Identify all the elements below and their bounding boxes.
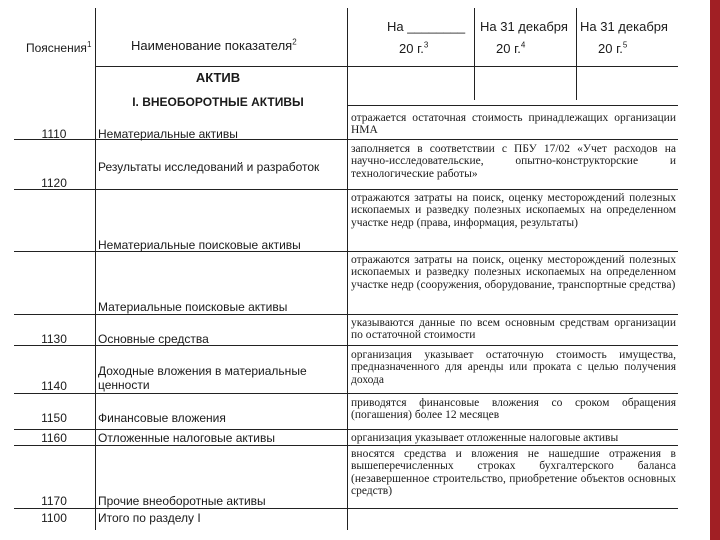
header-date3-line2: 20 г.$^5$ [598,40,628,56]
row-code: 1140 [41,379,67,393]
row-note: указываются данные по всем основным средствам организации по остаточной стоимости [351,317,676,342]
row-rule [14,314,347,315]
column-divider [95,8,96,530]
row-code: 1100 [41,511,67,525]
column-divider [474,8,475,100]
row-code: 1110 [41,127,67,141]
row-rule [347,429,678,430]
row-code: 1130 [41,332,67,346]
row-rule [347,105,678,106]
row-rule [347,139,678,140]
header-date1-line1: На ________ [387,19,466,34]
row-rule [347,393,678,394]
row-name: Результаты исследований и разработок [98,160,320,174]
row-name: Итого по разделу I [98,511,201,525]
row-note: заполняется в соответствии с ПБУ 17/02 «Учет расходов на научно-исследовательские, опытно-конструкторские и технологические работы» [351,143,676,180]
row-name: Финансовые вложения [98,411,226,425]
row-rule [347,508,678,509]
row-note: организация указывает отложенные налоговые активы [351,432,619,444]
row-name: Нематериальные активы [98,127,238,141]
header-date2-line2: 20 г.$^4$ [496,40,526,56]
row-rule [347,345,678,346]
header-date3-line1: На 31 декабря [580,19,668,34]
row-note: отражаются затраты на поиск, оценку месторождений полезных ископаемых и разведку полезных ископаемых на определенном участке недр (сооружения, оборудование, транспортные средства) [351,254,676,291]
row-note: отражается остаточная стоимость принадлежащих организации НМА [351,112,676,137]
header-explanations: Пояснения$^1$ [26,40,92,55]
row-rule [347,445,678,446]
column-divider [347,8,348,530]
row-rule [14,393,347,394]
row-name: Основные средства [98,332,209,346]
row-note: организация указывает остаточную стоимость имущества, предназначенного для аренды или проката с целью получения дохода [351,349,676,386]
row-rule [14,445,347,446]
header-date2-line1: На 31 декабря [480,19,568,34]
header-indicator-name: Наименование показателя$^2$ [131,37,297,53]
row-note: приводятся финансовые вложения со сроком обращения (погашения) более 12 месяцев [351,397,676,422]
row-rule [347,314,678,315]
row-rule [347,251,678,252]
row-code: 1170 [41,494,67,508]
row-note: вносятся средства и вложения не нашедшие отражения в вышеперечисленных строках бухгалтерского баланса (незавершенное строительство, приобретение объектов основных средств) [351,448,676,497]
row-note: отражаются затраты на поиск, оценку месторождений полезных ископаемых и разведку полезных ископаемых на определенном участке недр (права, информация, результаты) [351,192,676,229]
balance-sheet-table [14,8,678,530]
header-rule [95,66,678,67]
row-code: 1120 [41,176,67,190]
row-rule [14,429,347,430]
row-name: Материальные поисковые активы [98,300,288,314]
column-divider [576,8,577,100]
row-rule [14,508,347,509]
row-name: Отложенные налоговые активы [98,431,275,445]
row-code: 1150 [41,411,67,425]
section-subtitle: I. ВНЕОБОРОТНЫЕ АКТИВЫ [132,95,304,109]
row-name: Прочие внеоборотные активы [98,494,266,508]
slide-accent-bar [710,0,720,540]
row-name: Нематериальные поисковые активы [98,238,301,252]
row-rule [347,189,678,190]
row-name: Доходные вложения в материальные ценности [98,364,307,392]
row-code: 1160 [41,431,67,445]
section-title: АКТИВ [195,70,241,85]
header-date1-line2: 20 г.$^3$ [399,40,429,56]
